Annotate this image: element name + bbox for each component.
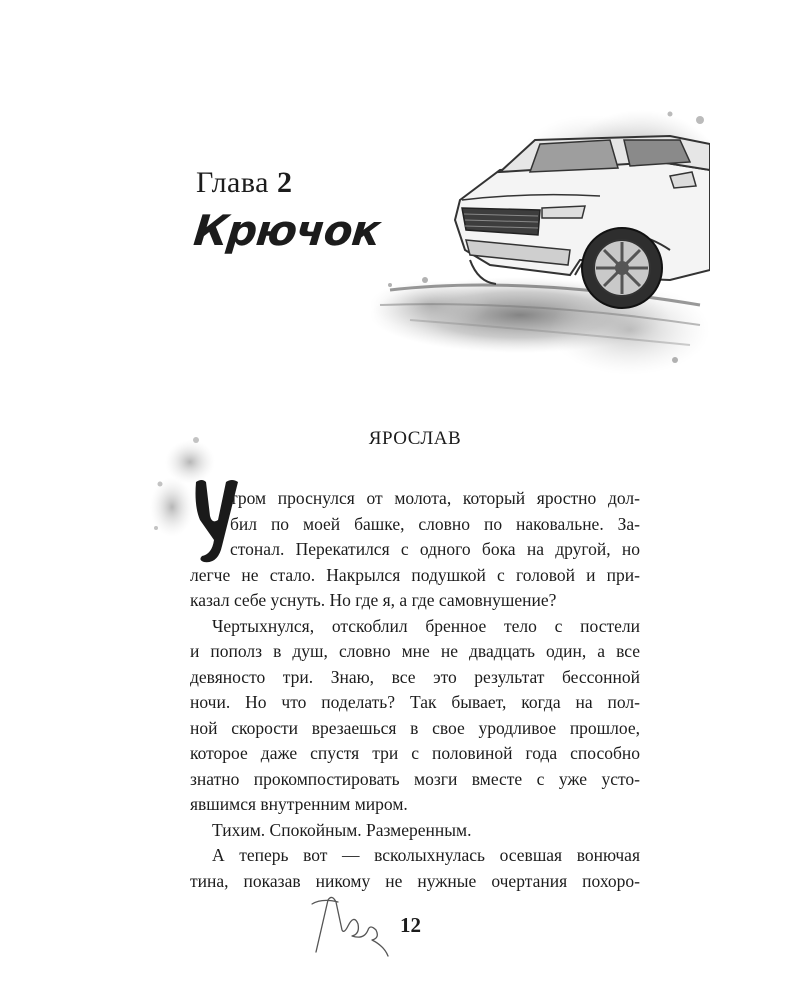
text-line: Чертыхнулся, отскоблил бренное тело с постели xyxy=(212,615,640,636)
text-line: А теперь вот — всколыхнулась осевшая вонючая xyxy=(212,845,640,865)
car-illustration xyxy=(370,100,710,380)
text-line: ной скорости врезаешься в свое уродливое прошлое, xyxy=(190,717,640,738)
chapter-title: Крючок xyxy=(191,206,382,255)
text-line: легче не стало. Накрылся подушкой с головой и при- xyxy=(190,564,640,585)
text-line: стонал. Перекатился с одного бока на другой, но xyxy=(230,539,640,559)
section-heading: ЯРОСЛАВ xyxy=(368,428,462,449)
chapter-word: Глава xyxy=(196,166,269,199)
page-number: 12 xyxy=(400,913,421,937)
text-line: бил по моей башке, словно по наковальне. За- xyxy=(230,513,640,534)
handwritten-signature xyxy=(308,890,392,960)
text-line: Тихим. Спокойным. Размеренным. xyxy=(212,819,472,840)
text-line: знатно прокомпостировать мозги вместе с уже усто- xyxy=(190,768,640,789)
text-line: и пополз в душ, словно мне не двадцать один, а все xyxy=(190,641,640,661)
text-line: явшимся внутренним миром. xyxy=(190,794,408,814)
text-line: тина, показав никому не нужные очертания похоро- xyxy=(190,870,640,891)
text-line: девяносто три. Знаю, все это результат бессонной xyxy=(190,666,640,687)
chapter-label xyxy=(196,166,292,200)
text-line: тром проснулся от молота, который яростно дол- xyxy=(230,488,640,508)
chapter-number: 2 xyxy=(276,166,293,199)
text-line: которое даже спустя три с половиной года способно xyxy=(190,743,640,763)
text-line: казал себе уснуть. Но где я, а где самовнушение? xyxy=(190,590,557,610)
text-line: ночи. Но что поделать? Так бывает, когда на пол- xyxy=(190,692,640,712)
body-text xyxy=(190,486,640,894)
